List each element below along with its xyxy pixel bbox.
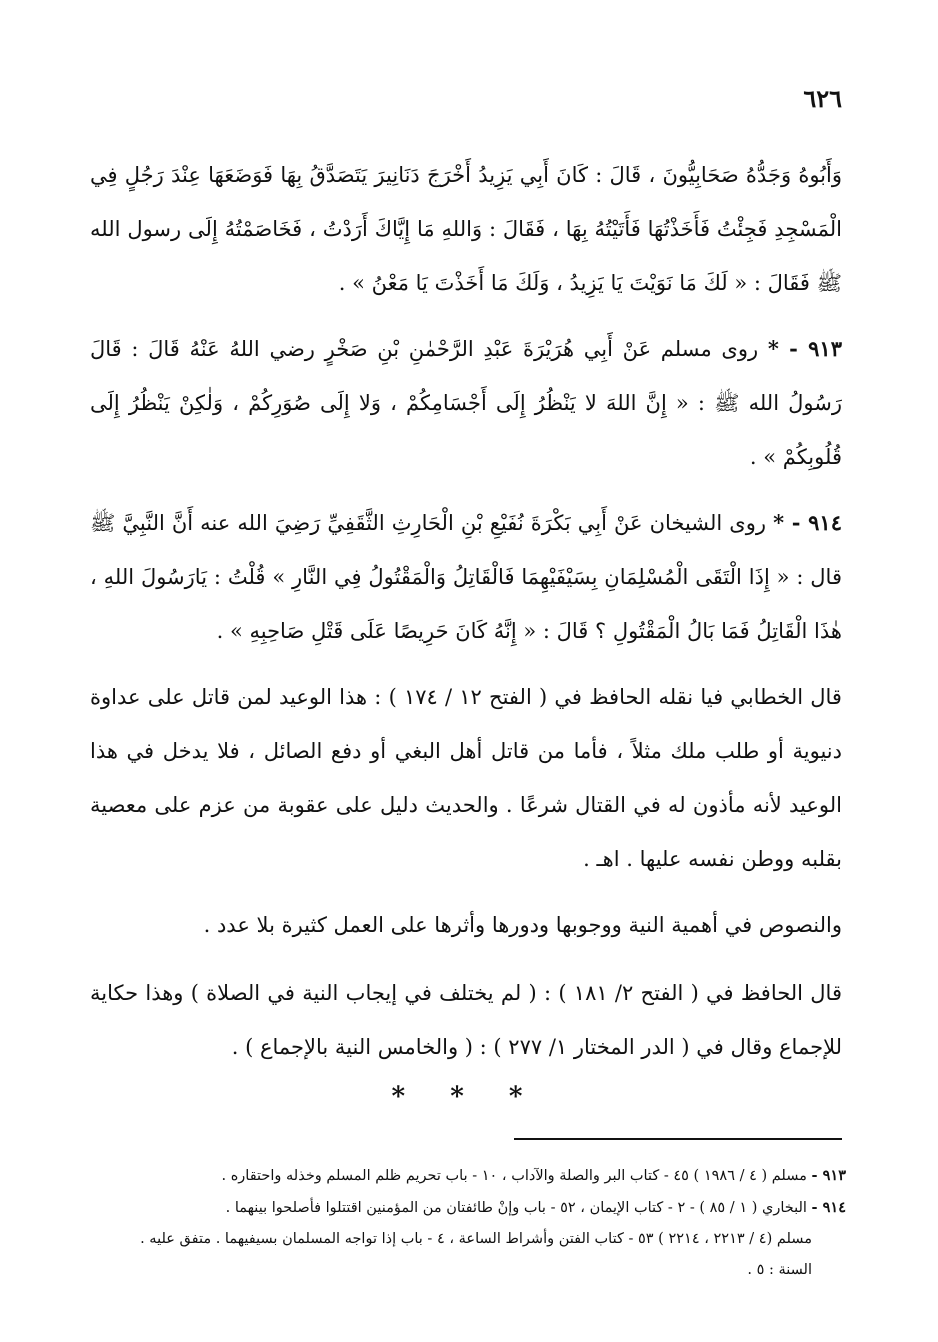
commentary-khattabi: قال الخطابي فيا نقله الحافظ في ( الفتح ١٢ / ١٧٤ ) : هذا الوعيد لمن قاتل على عداوة دنيوية أو طلب ملك مثلاً ، فأما من قاتل أهل البغي أو دفع الصائل ، فلا يدخل في هذا الوعيد لأنه مأذون له في القتال شرعًا . والحديث دليل على عقوبة من عزم على معصية بقلبه ووطن نفسه عليها . اهـ . [90,685,842,871]
hadith-912-continuation: وَأَبُوهُ وَجَدُّهُ صَحَابِيُّونَ ، قَالَ : كَانَ أَبِي يَزِيدُ أَخْرَجَ دَنَانِيرَ يَتَصَدَّقُ بِهَا فَوَضَعَهَا عِنْدَ رَجُلٍ فِي الْمَسْجِدِ فَجِئْتُ فَأَخَذْتُهَا فَأَتَيْتُهُ بِهَا ، فَقَالَ : وَاللهِ مَا إِيَّاكَ أَرَدْتُ ، فَخَاصَمْتُهُ إِلَى رسول الله ﷺ فَقَالَ : « لَكَ مَا نَوَيْتَ يَا يَزِيدُ ، وَلَكَ مَا أَخَذْتَ يَا مَعْنُ » . [90,163,842,295]
hadith-914-number: ٩١٤ - * [773,510,842,535]
commentary-hafiz: قال الحافظ في ( الفتح ٢/ ١٨١ ) : ( لم يختلف في إيجاب النية في الصلاة ) وهذا حكاية للإجماع وقال في ( الدر المختار ١/ ٢٧٧ ) : ( والخامس النية بالإجماع ) . [90,981,842,1059]
footnote-divider [514,1138,842,1140]
footnote-914 [90,1192,846,1224]
footnote-914-text: البخاري ( ١ / ٨٥ ) - ٢ - كتاب الإيمان ، ٥٢ - باب وإنْ طائفتان من المؤمنين اقتتلوا فأصلحوا بينهما . [225,1200,807,1216]
hadith-914-text: روى الشيخان عَنْ أَبِي بَكْرَةَ نُفَيْعِ بْنِ الْحَارِثِ الثَّقَفِيِّ رَضِيَ الله عنه أَنَّ النَّبِيَّ ﷺ قال : « إِذَا الْتَقَى الْمُسْلِمَانِ بِسَيْفَيْهِمَا فَالْقَاتِلُ وَالْمَقْتُولُ فِي النَّارِ » قُلْتُ : يَارَسُولَ اللهِ ، هٰذَا الْقَاتِلُ فَمَا بَالُ الْمَقْتُولِ ؟ قَالَ : « إِنَّهُ كَانَ حَرِيصًا عَلَى قَتْلِ صَاحِبِهِ » . [90,511,842,643]
hadith-913 [90,322,842,484]
commentary-texts: والنصوص في أهمية النية ووجوبها ودورها وأثرها على العمل كثيرة بلا عدد . [203,913,842,937]
footnote-913 [90,1160,846,1192]
hadith-914 [90,496,842,658]
footnote-914-sunnah: السنة : ٥ . [747,1262,812,1278]
hadith-913-number: ٩١٣ - * [767,336,842,361]
footnote-913-text: مسلم ( ٤ / ١٩٨٦ ) ٤٥ - كتاب البر والصلة والآداب ، ١٠ - باب تحريم ظلم المسلم وخذله واحتقاره . [221,1168,807,1184]
hadith-913-text: روى مسلم عَنْ أَبِي هُرَيْرَةَ عَبْدِ الرَّحْمٰنِ بْنِ صَخْرٍ رضي اللهُ عَنْهُ قَالَ : قَالَ رَسُولُ الله ﷺ : « إِنَّ اللهَ لا يَنْظُرُ إِلَى أَجْسَامِكُمْ ، وَلا إِلَى صُوَرِكُمْ ، وَلٰكِنْ يَنْظُرُ إِلَى قُلُوبِكُمْ » . [90,337,842,469]
section-separator: * * * [391,1082,541,1112]
footnote-914-number: ٩١٤ - [811,1199,846,1216]
page-number: ٦٢٦ [803,84,842,113]
main-text [90,148,842,1112]
footnotes [90,1160,846,1286]
footnote-914-muslim: مسلم (٤ / ٢٢١٣ ، ٢٢١٤ ) ٥٣ - كتاب الفتن وأشراط الساعة ، ٤ - باب إذا تواجه المسلمان بسيفيهما . متفق عليه . [140,1231,812,1247]
footnote-913-number: ٩١٣ - [811,1167,846,1184]
